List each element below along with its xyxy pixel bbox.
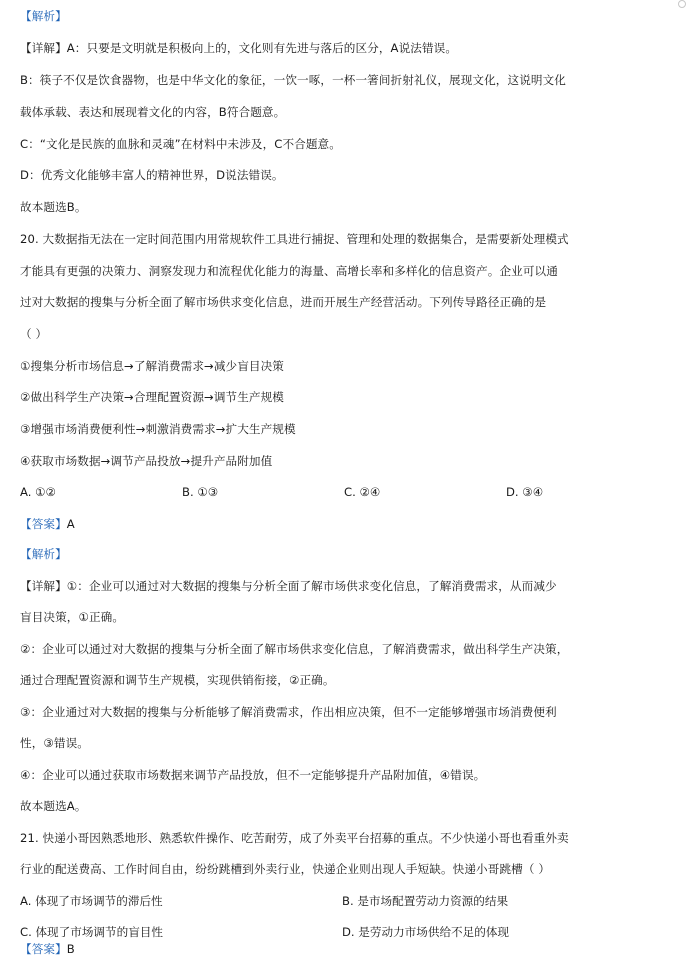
statement-4: ④获取市场数据→调节产品投放→提升产品附加值 (20, 454, 273, 468)
analysis-heading-20: 【解析】 (20, 547, 67, 561)
detail-19-b: B：筷子不仅是饮食器物，也是中华文化的象征，一饮一啄，一杯一箸间折射礼仪，展现文化，这说明文化 (20, 73, 566, 87)
q21-option-d: D. 是劳动力市场供给不足的体现 (342, 925, 510, 939)
corner-circle-icon (678, 0, 686, 8)
q21-option-a: A. 体现了市场调节的滞后性 (20, 894, 163, 908)
detail-20-1-cont: 盲目决策，①正确。 (20, 610, 125, 624)
q21-option-b: B. 是市场配置劳动力资源的结果 (342, 894, 509, 908)
statement-2: ②做出科学生产决策→合理配置资源→调节生产规模 (20, 390, 284, 404)
q20-option-c: C. ②④ (344, 485, 381, 499)
statement-3: ③增强市场消费便利性→刺激消费需求→扩大生产规模 (20, 422, 296, 436)
question-20-line-1: 20. 大数据指无法在一定时间范围内用常规软件工具进行捕捉、管理和处理的数据集合，是需要新处理模式 (20, 232, 569, 246)
question-20-blank: （ ） (20, 327, 48, 341)
q21-option-c: C. 体现了市场调节的盲目性 (20, 925, 163, 939)
detail-20-4: ④：企业可以通过获取市场数据来调节产品投放，但不一定能够提升产品附加值，④错误。 (20, 768, 486, 782)
statement-1: ①搜集分析市场信息→了解消费需求→减少盲目决策 (20, 359, 284, 373)
detail-20-1: 【详解】①：企业可以通过对大数据的搜集与分析全面了解市场供求变化信息，了解消费需求，从而减少 (20, 579, 557, 593)
conclusion-19: 故本题选B。 (20, 200, 87, 214)
question-21-line-1: 21. 快递小哥因熟悉地形、熟悉软件操作、吃苦耐劳，成了外卖平台招募的重点。不少快递小哥也看重外卖 (20, 831, 569, 845)
detail-20-2-cont: 通过合理配置资源和调节生产规模，实现供销衔接，②正确。 (20, 673, 335, 687)
conclusion-20: 故本题选A。 (20, 799, 87, 813)
question-21-line-2: 行业的配送费高、工作时间自由，纷纷跳槽到外卖行业，快递企业则出现人手短缺。快递小哥跳槽（ ） (20, 862, 551, 876)
q20-option-d: D. ③④ (506, 485, 544, 499)
answer-21: 【答案】B (20, 942, 75, 956)
q20-option-b: B. ①③ (182, 485, 219, 499)
detail-19-c: C：“文化是民族的血脉和灵魂”在材料中未涉及，C不合题意。 (20, 137, 341, 151)
question-20-line-3: 过对大数据的搜集与分析全面了解市场供求变化信息，进而开展生产经营活动。下列传导路径正确的是 (20, 295, 547, 309)
detail-19-b-cont: 载体承载、表达和展现着文化的内容，B符合题意。 (20, 105, 286, 119)
detail-20-3: ③：企业通过对大数据的搜集与分析能够了解消费需求，作出相应决策，但不一定能够增强市场消费便利 (20, 705, 557, 719)
question-20-line-2: 才能具有更强的决策力、洞察发现力和流程优化能力的海量、高增长率和多样化的信息资产。企业可以通 (20, 264, 558, 278)
detail-19-d: D：优秀文化能够丰富人的精神世界，D说法错误。 (20, 168, 284, 182)
detail-20-3-cont: 性，③错误。 (20, 736, 89, 750)
detail-20-2: ②：企业可以通过对大数据的搜集与分析全面了解市场供求变化信息，了解消费需求，做出科学生产决策， (20, 642, 569, 656)
answer-20: 【答案】A (20, 517, 75, 531)
q20-option-a: A. ①② (20, 485, 56, 499)
detail-19-a: 【详解】A：只要是文明就是积极向上的，文化则有先进与落后的区分，A说法错误。 (20, 41, 458, 55)
analysis-heading-19: 【解析】 (20, 9, 67, 23)
